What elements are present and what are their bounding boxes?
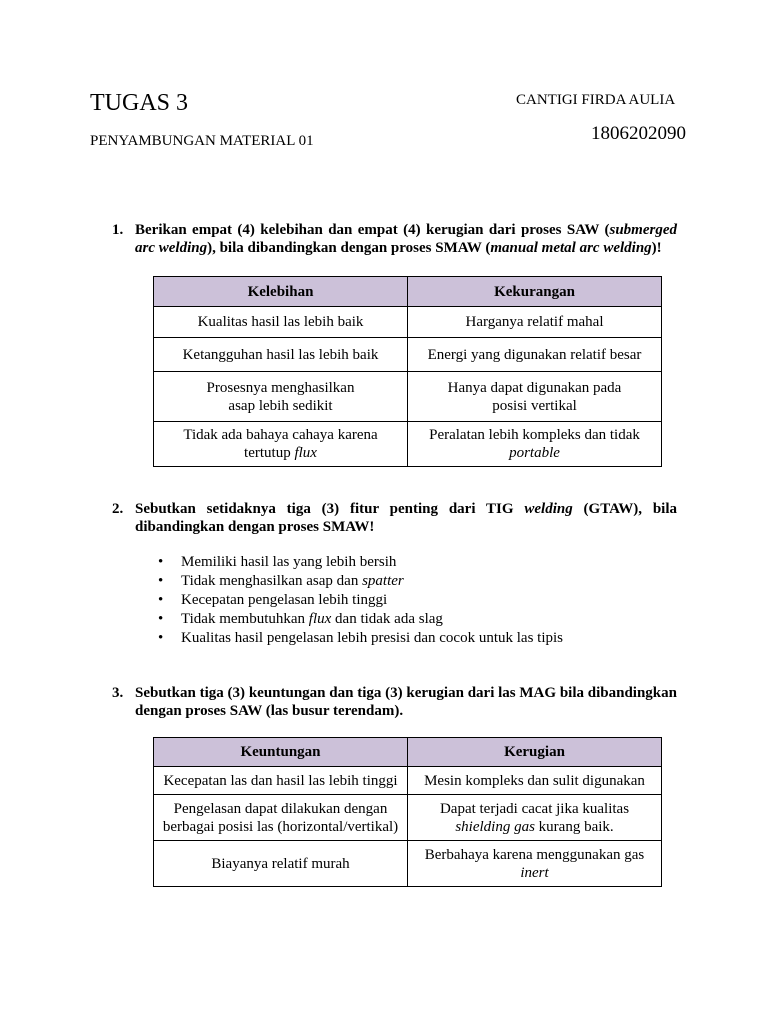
question-text: Sebutkan tiga (3) keuntungan dan tiga (3) kerugian dari las MAG bila dibandingkan dengan proses SAW (las busur terendam). (135, 685, 677, 719)
table-cell: Prosesnya menghasilkan asap lebih sedikit (154, 372, 408, 422)
table-row (154, 841, 662, 887)
table-row (154, 307, 662, 338)
bullet-icon: • (158, 630, 164, 646)
table-row (154, 422, 662, 467)
table-cell: Harganya relatif mahal (408, 307, 662, 338)
table-row (154, 767, 662, 795)
question-3 (112, 684, 677, 720)
student-id: 1806202090 (591, 123, 686, 144)
table-row (154, 338, 662, 372)
student-name: CANTIGI FIRDA AULIA (516, 92, 676, 108)
table-header-row (154, 277, 662, 307)
question-text: Berikan empat (4) kelebihan dan empat (4) kerugian dari proses SAW (submerged arc welding), bila dibandingkan dengan proses SMAW (manual metal arc welding)! (135, 222, 677, 256)
table-cell: Ketangguhan hasil las lebih baik (154, 338, 408, 372)
question-2 (112, 500, 677, 536)
bullet-icon: • (158, 611, 164, 627)
list-item: • Tidak menghasilkan asap dan spatter (158, 573, 404, 589)
question-number: 1. (112, 222, 124, 238)
list-item: • Kualitas hasil pengelasan lebih presisi dan cocok untuk las tipis (158, 630, 564, 646)
question-number: 2. (112, 501, 124, 517)
table-cell: Biayanya relatif murah (154, 841, 408, 887)
advantages-disadvantages-table (153, 276, 662, 467)
table-cell: Energi yang digunakan relatif besar (408, 338, 662, 372)
document-title: TUGAS 3 (90, 90, 189, 116)
column-header: Kekurangan (408, 277, 662, 307)
question-number: 3. (112, 685, 124, 701)
table-header-row (154, 738, 662, 767)
bullet-icon: • (158, 573, 164, 589)
table-cell: Pengelasan dapat dilakukan dengan berbagai posisi las (horizontal/vertikal) (154, 795, 408, 841)
table-cell: Dapat terjadi cacat jika kualitas shielding gas kurang baik. (408, 795, 662, 841)
bullet-icon: • (158, 592, 164, 608)
table-row (154, 795, 662, 841)
table-cell: Kecepatan las dan hasil las lebih tinggi (154, 767, 408, 795)
list-item: • Kecepatan pengelasan lebih tinggi (158, 592, 388, 608)
table-cell: Kualitas hasil las lebih baik (154, 307, 408, 338)
question-1 (112, 221, 677, 257)
table-row (154, 372, 662, 422)
table-cell: Hanya dapat digunakan pada posisi vertikal (408, 372, 662, 422)
bullet-icon: • (158, 554, 164, 570)
table-cell: Tidak ada bahaya cahaya karena tertutup flux (154, 422, 408, 467)
table-cell: Mesin kompleks dan sulit digunakan (408, 767, 662, 795)
gains-losses-table (153, 737, 662, 887)
question-text: Sebutkan setidaknya tiga (3) fitur penting dari TIG welding (GTAW), bila dibandingkan dengan proses SMAW! (135, 501, 677, 535)
column-header: Kerugian (408, 738, 662, 767)
list-item: • Tidak membutuhkan flux dan tidak ada slag (158, 611, 443, 627)
document-subtitle: PENYAMBUNGAN MATERIAL 01 (90, 133, 314, 149)
column-header: Kelebihan (154, 277, 408, 307)
column-header: Keuntungan (154, 738, 408, 767)
features-list (135, 553, 563, 648)
table-cell: Peralatan lebih kompleks dan tidak portable (408, 422, 662, 467)
list-item: • Memiliki hasil las yang lebih bersih (158, 554, 397, 570)
table-cell: Berbahaya karena menggunakan gas inert (408, 841, 662, 887)
